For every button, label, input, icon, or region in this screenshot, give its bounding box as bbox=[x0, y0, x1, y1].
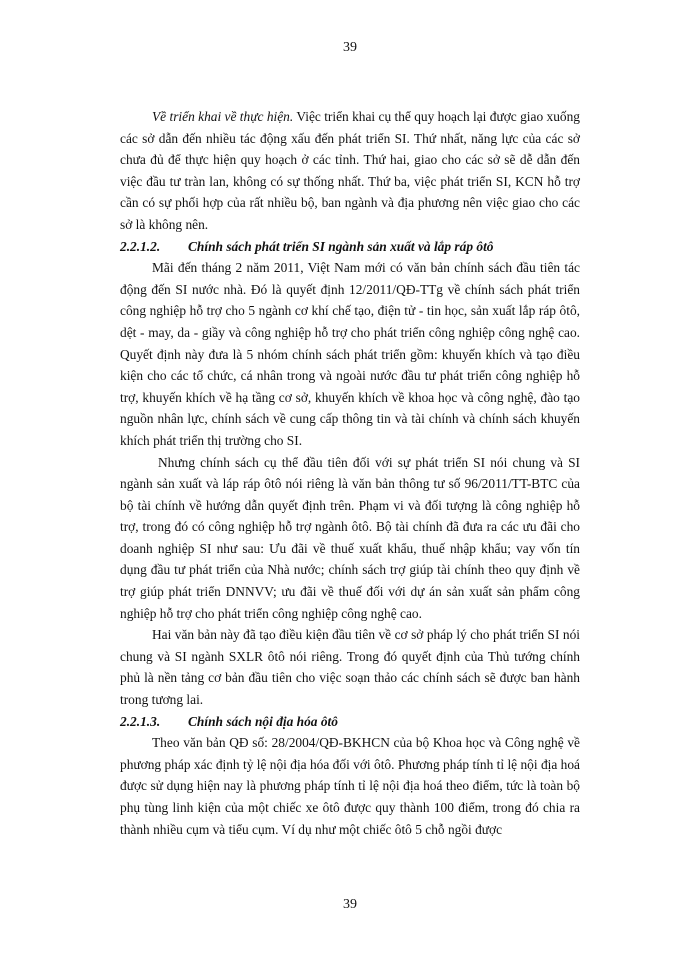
section-number: 2.2.1.3. bbox=[120, 713, 161, 729]
page-number-bottom: 39 bbox=[343, 897, 357, 912]
paragraph-legal-basis: Hai văn bản này đã tạo điều kiện đầu tiên về cơ sở pháp lý cho phát triển SI nói chung và SI ngành SXLR ôtô nói riêng. Trong đó quyết định của Thủ tướng chính phủ là nền tảng cơ bản đầu tiên cho việc soạn thảo các chính sách sẽ được ban hành trong tương lai. bbox=[120, 627, 580, 708]
section-heading-2-2-1-2 bbox=[120, 236, 580, 258]
paragraph-implementation bbox=[120, 106, 580, 236]
section-heading-2-2-1-3 bbox=[120, 711, 580, 733]
section-number: 2.2.1.2. bbox=[120, 238, 161, 254]
section-title: Chính sách nội địa hóa ôtô bbox=[188, 713, 338, 729]
page-number-top: 39 bbox=[343, 40, 357, 55]
section-title: Chính sách phát triển SI ngành sản xuất và lắp ráp ôtô bbox=[188, 238, 494, 254]
paragraph-localization: Theo văn bản QĐ số: 28/2004/QĐ-BKHCN của bộ Khoa học và Công nghệ về phương pháp xác định tỷ lệ nội địa hóa đối với ôtô. Phương pháp tính tỉ lệ nội địa hoá được sử dụng hiện nay là phương pháp tính tỉ lệ nội địa hoá theo điểm, tức là toàn bộ phụ tùng linh kiện của một chiếc xe ôtô được quy thành 100 điểm, trong đó chia ra thành nhiều cụm và tiểu cụm. Ví dụ như một chiếc ôtô 5 chỗ ngồi được bbox=[120, 735, 580, 837]
paragraph-text: Việc triển khai cụ thể quy hoạch lại được giao xuống các sở dẫn đến nhiều tác động xấu đến phát triển SI. Thứ nhất, năng lực của các sở chưa đủ để thực hiện quy hoạch ở các tỉnh. Thứ hai, giao cho các sở sẽ dễ dẫn đến việc đầu tư tràn lan, không có sự thống nhất. Thứ ba, việc phát triển SI, KCN hỗ trợ cần có sự phối hợp của rất nhiều bộ, ban ngành và địa phương nên việc giao cho các sở là không nên. bbox=[120, 109, 580, 232]
paragraph-lead-italic: Về triển khai về thực hiện. bbox=[152, 109, 294, 124]
paragraph-policy-2011: Mãi đến tháng 2 năm 2011, Việt Nam mới có văn bản chính sách đầu tiên tác động đến SI nước nhà. Đó là quyết định 12/2011/QĐ-TTg về chính sách phát triển công nghiệp hỗ trợ cho 5 ngành cơ khí chế tạo, điện tử - tin học, sản xuất lắp ráp ôtô, dệt - may, da - giầy và công nghiệp hỗ trợ cho phát triển công nghiệp công nghệ cao. Quyết định này đưa là 5 nhóm chính sách phát triển gồm: khuyến khích và tạo điều kiện cho các tổ chức, cá nhân trong và ngoài nước đầu tư phát triển công nghiệp hỗ trợ, khuyến khích về hạ tầng cơ sở, khuyến khích về khoa học và công nghệ, đào tạo nguồn nhân lực, chính sách về cung cấp thông tin và tài chính và chính sách khuyến khích phát triển thị trường cho SI. bbox=[120, 260, 580, 448]
document-body bbox=[120, 106, 580, 840]
paragraph-circular-96: Nhưng chính sách cụ thể đầu tiên đối với sự phát triển SI nói chung và SI ngành sản xuất và láp ráp ôtô nói riêng là văn bản thông tư số 96/2011/TT-BTC của bộ tài chính về hướng dẫn quyết định trên. Phạm vi và đối tượng là công nghiệp hỗ trợ, trong đó có công nghiệp hỗ trợ ngành ôtô. Bộ tài chính đã đưa ra các ưu đãi cho doanh nghiệp SI như sau: Ưu đãi về thuế xuất khẩu, thuế nhập khẩu; vay vốn tín dụng đầu tư phát triển của Nhà nước; chính sách trợ giúp tài chính theo quy định về trợ giúp phát triển DNNVV; ưu đãi về thuế đối với dự án sản xuất sản phẩm công nghiệp hỗ trợ cho phát triển công nghiệp công nghệ cao. bbox=[120, 454, 580, 621]
